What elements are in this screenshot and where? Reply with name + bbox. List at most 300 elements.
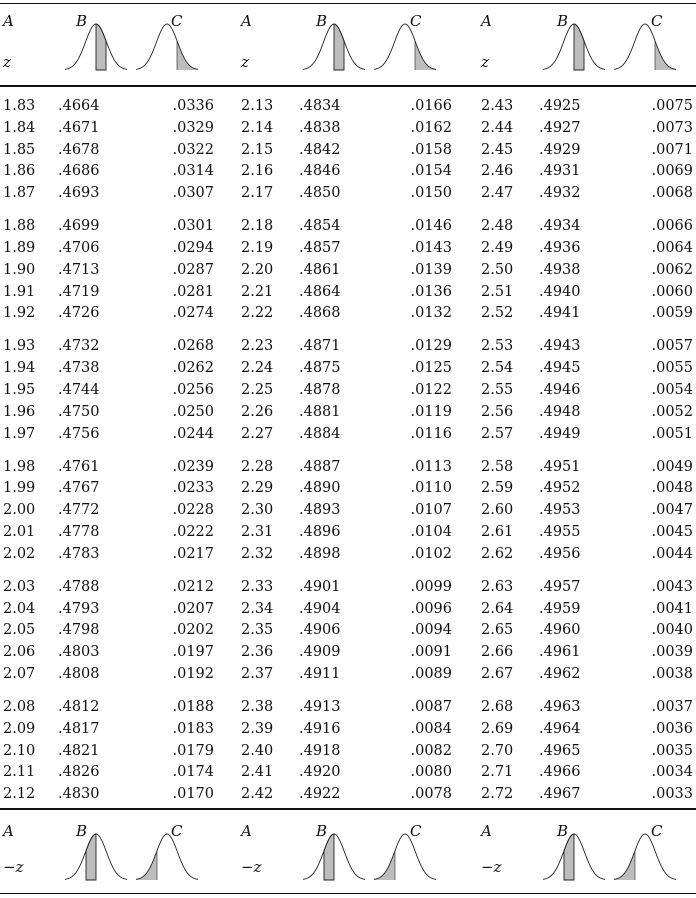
z-value: 2.53 [481,338,514,355]
z-value: 2.54 [481,360,514,377]
bell-curve-c-icon [374,18,436,72]
col-1-c-label: C [171,12,183,30]
bell-curve-c-icon [374,828,436,882]
z-value: 2.47 [481,185,514,202]
z-value: 2.03 [3,578,36,595]
area-b-value: .4898 [299,545,341,562]
table-row [0,96,696,117]
z-value: 2.33 [241,578,274,595]
col-1-b-label: B [76,12,88,30]
col-1-c-label: C [171,822,183,840]
z-value: 2.15 [241,141,274,158]
area-b-value: .4842 [299,141,341,158]
z-value: 2.43 [481,98,514,114]
area-c-value: .0034 [651,764,693,781]
bell-curve-b-icon [65,18,127,72]
area-b-value: .4693 [58,185,100,202]
area-b-value: .4932 [539,185,581,202]
z-value: 2.45 [481,141,514,158]
table-row [0,741,696,762]
z-value: 1.96 [3,403,36,420]
table-footer [0,812,696,892]
table-row [0,118,696,139]
z-value: 2.02 [3,545,36,562]
col-2-b-curve [303,828,365,886]
col-2-b-label: B [316,12,328,30]
area-c-value: .0047 [651,502,693,519]
bell-curve-c-icon [614,18,676,72]
area-c-value: .0048 [651,480,693,497]
z-value: 1.88 [3,218,36,235]
area-c-value: .0287 [172,261,214,278]
area-b-value: .4884 [299,425,341,442]
area-b-value: .4967 [539,786,581,803]
table-row [0,216,696,237]
z-value: 2.60 [481,502,514,519]
area-c-value: .0307 [172,185,214,202]
z-value: 2.34 [241,600,274,617]
area-b-value: .4772 [58,502,100,519]
area-b-value: .4948 [539,403,581,420]
area-c-value: .0104 [410,523,452,540]
area-c-value: .0174 [172,764,214,781]
area-b-value: .4943 [539,338,581,355]
area-b-value: .4929 [539,141,581,158]
area-c-value: .0057 [651,338,693,355]
area-b-value: .4798 [58,622,100,639]
col-3-a-label: A [481,822,492,840]
col-1-c-curve [136,828,198,886]
area-c-value: .0069 [651,163,693,180]
z-value: 2.09 [3,720,36,737]
z-value: 2.38 [241,699,274,715]
area-b-value: .4793 [58,600,100,617]
area-c-value: .0102 [410,545,452,562]
area-b-value: .4830 [58,786,100,803]
z-value: 2.07 [3,665,36,682]
area-c-value: .0075 [651,98,693,114]
area-b-value: .4671 [58,119,100,136]
area-b-value: .4901 [299,578,341,595]
z-value: 2.57 [481,425,514,442]
z-value: 2.28 [241,458,274,475]
table-row [0,238,696,259]
z-value: 2.32 [241,545,274,562]
table-row [0,457,696,478]
z-value: 2.72 [481,786,514,803]
col-3-z-label: z [481,53,489,71]
shaded-area [86,834,96,880]
table-row [0,282,696,303]
table-row [0,784,696,805]
shaded-area [564,834,574,880]
bell-curve-b-icon [543,828,605,882]
z-value: 2.70 [481,742,514,759]
table-row [0,544,696,565]
col-3-c-curve [614,18,676,76]
z-value: 2.11 [3,764,36,781]
col-2-c-label: C [410,822,422,840]
area-c-value: .0197 [172,644,214,661]
area-c-value: .0089 [410,665,452,682]
area-b-value: .4916 [299,720,341,737]
area-c-value: .0110 [410,480,452,497]
z-value: 2.06 [3,644,36,661]
z-value: 2.65 [481,622,514,639]
z-value: 1.93 [3,338,36,355]
table-row [0,719,696,740]
bell-curve-line [136,834,198,879]
area-b-value: .4838 [299,119,341,136]
z-value: 2.67 [481,665,514,682]
z-value: 2.01 [3,523,36,540]
table-row [0,664,696,685]
shaded-area [324,834,334,880]
area-b-value: .4955 [539,523,581,540]
area-c-value: .0256 [172,381,214,398]
area-c-value: .0071 [651,141,693,158]
z-value: 2.17 [241,185,274,202]
z-value: 2.55 [481,381,514,398]
col-3-b-curve [543,828,605,886]
area-c-value: .0143 [410,239,452,256]
header-rule [0,85,696,87]
col-3-c-curve [614,828,676,886]
z-value: 2.41 [241,764,274,781]
area-c-value: .0274 [172,305,214,322]
bell-curve-c-icon [136,18,198,72]
z-value: 1.92 [3,305,36,322]
area-b-value: .4738 [58,360,100,377]
area-b-value: .4931 [539,163,581,180]
table-row [0,161,696,182]
area-c-value: .0035 [651,742,693,759]
area-b-value: .4925 [539,98,581,114]
area-c-value: .0329 [172,119,214,136]
area-b-value: .4946 [539,381,581,398]
area-b-value: .4868 [299,305,341,322]
table-row [0,599,696,620]
area-c-value: .0054 [651,381,693,398]
area-b-value: .4726 [58,305,100,322]
area-b-value: .4812 [58,699,100,715]
footer-rule [0,808,696,810]
area-b-value: .4962 [539,665,581,682]
area-b-value: .4878 [299,381,341,398]
z-value: 1.87 [3,185,36,202]
area-b-value: .4922 [299,786,341,803]
bell-curve-line [374,834,436,879]
area-b-value: .4941 [539,305,581,322]
area-c-value: .0055 [651,360,693,377]
area-b-value: .4904 [299,600,341,617]
col-1-z-label: −z [3,858,24,876]
area-c-value: .0084 [410,720,452,737]
area-c-value: .0202 [172,622,214,639]
z-value: 2.13 [241,98,274,114]
area-c-value: .0233 [172,480,214,497]
area-b-value: .4893 [299,502,341,519]
z-value: 2.50 [481,261,514,278]
col-2-c-curve [374,828,436,886]
col-1-z-label: z [3,53,11,71]
col-3-b-label: B [557,822,569,840]
col-2-a-label: A [241,822,252,840]
area-c-value: .0049 [651,458,693,475]
bell-curve-line [614,834,676,879]
area-c-value: .0136 [410,283,452,300]
area-b-value: .4826 [58,764,100,781]
area-c-value: .0228 [172,502,214,519]
area-b-value: .4951 [539,458,581,475]
area-b-value: .4678 [58,141,100,158]
z-value: 2.37 [241,665,274,682]
z-value: 1.95 [3,381,36,398]
z-value: 2.64 [481,600,514,617]
area-c-value: .0162 [410,119,452,136]
z-value: 2.24 [241,360,274,377]
area-b-value: .4761 [58,458,100,475]
area-b-value: .4920 [299,764,341,781]
area-b-value: .4911 [299,665,341,682]
area-b-value: .4713 [58,261,100,278]
area-c-value: .0281 [172,283,214,300]
table-row [0,140,696,161]
table-row [0,577,696,598]
area-b-value: .4817 [58,720,100,737]
area-c-value: .0037 [651,699,693,715]
area-b-value: .4834 [299,98,341,114]
area-c-value: .0166 [410,98,452,114]
area-b-value: .4699 [58,218,100,235]
area-b-value: .4732 [58,338,100,355]
table-row [0,336,696,357]
area-b-value: .4938 [539,261,581,278]
bell-curve-b-icon [303,828,365,882]
z-value: 1.94 [3,360,36,377]
area-b-value: .4960 [539,622,581,639]
area-c-value: .0207 [172,600,214,617]
col-2-z-label: z [241,53,249,71]
z-value: 2.69 [481,720,514,737]
table-row [0,620,696,641]
area-c-value: .0043 [651,578,693,595]
z-value: 2.36 [241,644,274,661]
z-value: 1.97 [3,425,36,442]
col-1-b-curve [65,18,127,76]
table-row [0,697,696,718]
table-row [0,358,696,379]
area-c-value: .0294 [172,239,214,256]
bell-curve-b-icon [65,828,127,882]
table-row [0,260,696,281]
area-c-value: .0060 [651,283,693,300]
area-b-value: .4756 [58,425,100,442]
area-c-value: .0222 [172,523,214,540]
col-3-z-label: −z [481,858,502,876]
z-value: 2.27 [241,425,274,442]
shaded-area [334,24,344,70]
table-row [0,380,696,401]
area-b-value: .4949 [539,425,581,442]
area-c-value: .0045 [651,523,693,540]
area-c-value: .0078 [410,786,452,803]
area-b-value: .4906 [299,622,341,639]
area-b-value: .4719 [58,283,100,300]
area-c-value: .0154 [410,163,452,180]
area-c-value: .0170 [172,786,214,803]
col-2-b-curve [303,18,365,76]
shaded-area [374,851,395,880]
shaded-area [177,41,198,70]
z-value: 2.52 [481,305,514,322]
table-row [0,762,696,783]
z-value: 1.91 [3,283,36,300]
area-c-value: .0041 [651,600,693,617]
area-b-value: .4744 [58,381,100,398]
shaded-area [574,24,584,70]
area-b-value: .4808 [58,665,100,682]
area-c-value: .0158 [410,141,452,158]
z-value: 1.86 [3,163,36,180]
shaded-area [655,41,676,70]
area-b-value: .4686 [58,163,100,180]
area-c-value: .0052 [651,403,693,420]
area-b-value: .4788 [58,578,100,595]
area-c-value: .0080 [410,764,452,781]
area-c-value: .0113 [410,458,452,475]
area-b-value: .4936 [539,239,581,256]
area-c-value: .0062 [651,261,693,278]
area-c-value: .0096 [410,600,452,617]
z-value: 2.04 [3,600,36,617]
area-c-value: .0107 [410,502,452,519]
z-value: 2.26 [241,403,274,420]
area-b-value: .4927 [539,119,581,136]
z-value: 2.44 [481,119,514,136]
area-b-value: .4861 [299,261,341,278]
area-c-value: .0119 [410,403,452,420]
shaded-area [415,41,436,70]
area-c-value: .0116 [410,425,452,442]
z-value: 1.89 [3,239,36,256]
bell-curve-b-icon [543,18,605,72]
area-c-value: .0044 [651,545,693,562]
z-value: 2.63 [481,578,514,595]
area-c-value: .0183 [172,720,214,737]
area-c-value: .0336 [172,98,214,114]
z-value: 2.08 [3,699,36,715]
area-c-value: .0314 [172,163,214,180]
area-b-value: .4957 [539,578,581,595]
area-c-value: .0179 [172,742,214,759]
col-1-b-label: B [76,822,88,840]
top-rule [0,3,696,4]
area-b-value: .4952 [539,480,581,497]
area-c-value: .0099 [410,578,452,595]
area-c-value: .0217 [172,545,214,562]
area-c-value: .0122 [410,381,452,398]
col-3-b-curve [543,18,605,76]
area-c-value: .0073 [651,119,693,136]
area-c-value: .0066 [651,218,693,235]
z-value: 2.23 [241,338,274,355]
area-c-value: .0322 [172,141,214,158]
area-b-value: .4864 [299,283,341,300]
area-c-value: .0059 [651,305,693,322]
area-b-value: .4959 [539,600,581,617]
z-value: 2.35 [241,622,274,639]
z-value: 2.48 [481,218,514,235]
z-value: 2.14 [241,119,274,136]
z-value: 1.90 [3,261,36,278]
z-value: 2.39 [241,720,274,737]
z-value: 2.56 [481,403,514,420]
bell-curve-b-icon [303,18,365,72]
area-b-value: .4854 [299,218,341,235]
z-value: 2.49 [481,239,514,256]
area-c-value: .0036 [651,720,693,737]
area-b-value: .4767 [58,480,100,497]
z-value: 2.22 [241,305,274,322]
area-c-value: .0239 [172,458,214,475]
shaded-area [96,24,106,70]
z-value: 2.10 [3,742,36,759]
z-value: 2.29 [241,480,274,497]
area-b-value: .4850 [299,185,341,202]
col-3-c-label: C [651,12,663,30]
area-c-value: .0244 [172,425,214,442]
z-value: 2.61 [481,523,514,540]
area-c-value: .0082 [410,742,452,759]
area-b-value: .4965 [539,742,581,759]
area-b-value: .4887 [299,458,341,475]
z-value: 1.84 [3,119,36,136]
z-value: 2.71 [481,764,514,781]
z-value: 2.59 [481,480,514,497]
area-c-value: .0040 [651,622,693,639]
area-b-value: .4803 [58,644,100,661]
area-c-value: .0301 [172,218,214,235]
table-row [0,402,696,423]
area-b-value: .4953 [539,502,581,519]
area-c-value: .0262 [172,360,214,377]
area-b-value: .4881 [299,403,341,420]
col-1-a-label: A [3,12,14,30]
z-value: 1.83 [3,98,36,114]
area-c-value: .0033 [651,786,693,803]
area-c-value: .0091 [410,644,452,661]
area-b-value: .4783 [58,545,100,562]
area-c-value: .0087 [410,699,452,715]
area-b-value: .4857 [299,239,341,256]
area-b-value: .4875 [299,360,341,377]
area-b-value: .4934 [539,218,581,235]
area-b-value: .4918 [299,742,341,759]
col-2-c-label: C [410,12,422,30]
area-c-value: .0064 [651,239,693,256]
table-row [0,183,696,204]
area-b-value: .4890 [299,480,341,497]
area-b-value: .4966 [539,764,581,781]
col-3-a-label: A [481,12,492,30]
z-value: 2.62 [481,545,514,562]
area-c-value: .0146 [410,218,452,235]
area-b-value: .4750 [58,403,100,420]
z-value: 2.18 [241,218,274,235]
z-value: 2.12 [3,786,36,803]
z-value: 2.40 [241,742,274,759]
